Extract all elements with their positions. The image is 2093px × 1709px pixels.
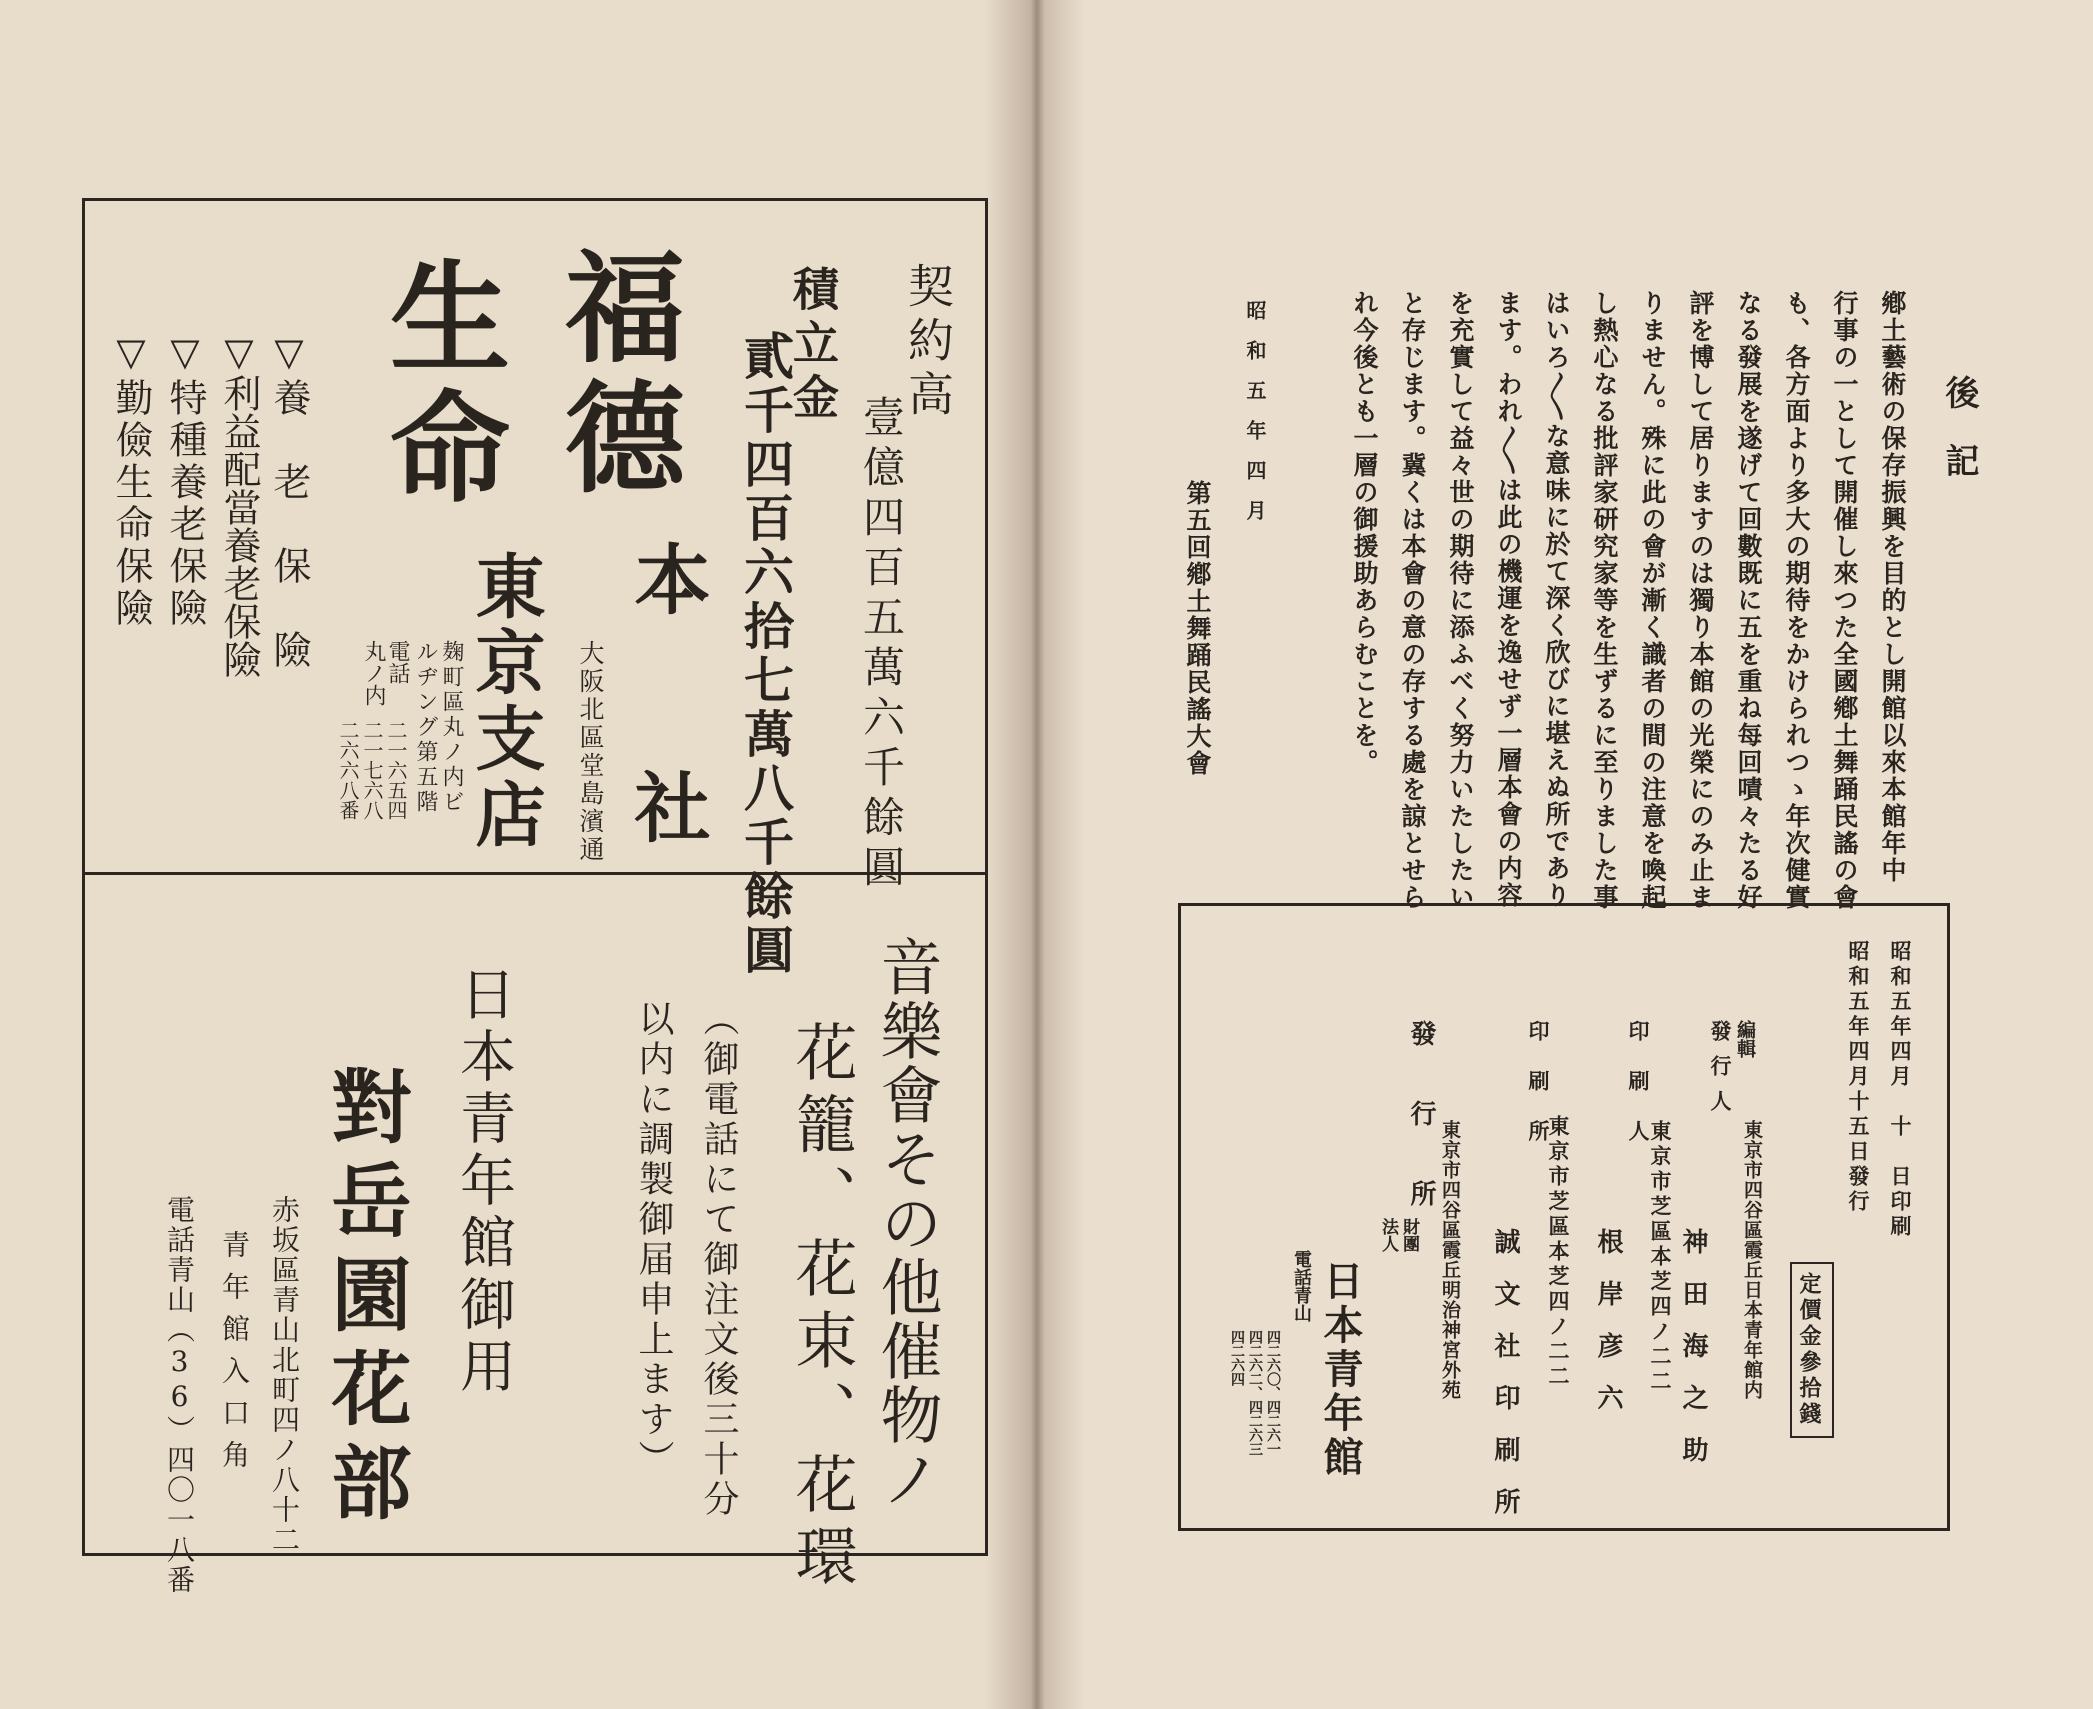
- print-shop-name: 誠 文 社 印 刷 所: [1490, 1228, 1520, 1514]
- printer-label: 印 刷 人: [1626, 1020, 1651, 1145]
- flower-shop-address-2: 青年館入口角: [218, 1230, 251, 1482]
- flower-shop-name: 對岳園花部: [318, 1065, 412, 1535]
- price-label: 定價金參拾錢: [1796, 1272, 1822, 1428]
- right-page: [1030, 0, 2093, 1709]
- afterword-title: 後 記: [1939, 375, 1979, 477]
- afterword-line: 鄕土藝術の保存振興を目的とし開館以來本館年中: [1878, 290, 1907, 884]
- company-name-fukutoku: 福德: [545, 245, 686, 505]
- product-item: ▽特種養老保險: [163, 330, 207, 630]
- publisher-phone-2: 四二六二、四二六三: [1247, 1330, 1263, 1456]
- publisher-phone-3: 四二六四: [1229, 1330, 1245, 1386]
- publisher-corp-2: 法人: [1378, 1218, 1398, 1252]
- flower-note-2: 以内に調製御届申上ます）: [633, 1000, 674, 1480]
- book-gutter: [985, 0, 1085, 1709]
- afterword-line: と存じます。冀くは本會の意の存する處を諒とせら: [1398, 290, 1427, 911]
- afterword-line: はいろ〳〵な意味に於て深く欣びに堪えぬ所であり: [1542, 290, 1571, 909]
- publisher-phone-1: 四二六〇、四二六一: [1265, 1330, 1281, 1456]
- afterword-line: れ今後とも一層の御援助あらむことを。: [1350, 290, 1379, 776]
- ad-divider: [82, 872, 988, 875]
- afterword-line: りません。殊に此の會が漸く識者の間の注意を喚起: [1638, 290, 1667, 911]
- flower-note-1: （御電話にて御注文後三十分: [698, 1000, 739, 1520]
- phone-numbers-1: 二一六五四: [384, 720, 408, 820]
- editor-label-2: 發行人: [1708, 1020, 1733, 1125]
- editor-address: 東京市四谷區霞丘日本青年館内: [1741, 1120, 1763, 1400]
- editor-label-1: 編輯: [1734, 1020, 1756, 1058]
- company-name-seimei: 生命: [370, 255, 511, 515]
- afterword-signature: 第五回鄕土舞踊民謠大會: [1183, 480, 1212, 777]
- contract-label: 契約高: [901, 262, 955, 424]
- printer-name: 根 岸 彦 六: [1593, 1228, 1623, 1410]
- reserve-amount: 貳千四百六拾七萬八千餘圓: [736, 330, 795, 978]
- publisher-phone-label: 電話青山: [1291, 1250, 1312, 1322]
- phone-numbers-3: 二六六八番: [336, 720, 360, 820]
- afterword-line: 評を博して居りますのは獨り本館の光榮にのみ止ま: [1686, 290, 1715, 911]
- print-shop-address: 東京市芝區本芝四ノ二二: [1546, 1115, 1571, 1390]
- publisher-corp-1: 財團: [1399, 1218, 1419, 1252]
- left-page: [0, 0, 1045, 1709]
- branch-address-1: 麹町區丸ノ内ビ: [439, 640, 464, 815]
- head-office-address: 大阪北區堂島濱通: [576, 640, 605, 864]
- phone-label-1: 電話: [385, 640, 410, 684]
- publisher-address: 東京市四谷區霞丘明治神宮外苑: [1439, 1120, 1461, 1400]
- printed-date: 昭和五年四月 十 日印刷: [1888, 940, 1913, 1240]
- editor-name: 神 田 海 之 助: [1678, 1228, 1708, 1462]
- afterword-line: 行事の一として開催し來つた全國鄕土舞踊民謠の會: [1830, 290, 1859, 911]
- head-office-label: 本 社: [622, 540, 711, 844]
- product-item: ▽勤儉生命保險: [109, 330, 153, 630]
- flower-shop-address-1: 赤坂區青山北町四ノ八十二: [268, 1195, 301, 1555]
- publisher-label: 發 行 所: [1406, 1020, 1436, 1220]
- publisher-name: 日本青年館: [1317, 1260, 1364, 1480]
- flower-shop-phone: 電話青山（36）四〇一八番: [163, 1195, 196, 1595]
- branch-address-2: ルヂング第五階: [413, 640, 438, 815]
- phone-label-2: 丸ノ内: [361, 640, 386, 706]
- print-shop-label: 印 刷 所: [1526, 1020, 1551, 1145]
- branch-name: 東京支店: [464, 550, 547, 854]
- afterword-line: し熱心なる批評家研究家等を生ずるに至りました事: [1590, 290, 1619, 911]
- flower-headline-1: 音樂會その他催物ノ: [870, 935, 943, 1511]
- afterword-line: ます。われ〳〵は此の機運を逸せず一層本會の内容: [1494, 290, 1523, 909]
- afterword-date: 昭 和 五 年 四 月: [1243, 300, 1267, 520]
- issued-date: 昭和五年四月十五日發行: [1846, 940, 1871, 1215]
- reserve-label: 積立金: [786, 265, 840, 427]
- phone-numbers-2: 二一七六八: [360, 720, 384, 820]
- afterword-line: も、各方面より多大の期待をかけられつゝ年次健實: [1782, 290, 1811, 911]
- printer-address: 東京市芝區本芝四ノ二二: [1648, 1120, 1673, 1395]
- flower-headline-2: 花籠、花束、花環: [785, 1020, 858, 1596]
- afterword-line: を充實して益々世の期待に添ふべく努力いたしたい: [1446, 290, 1475, 911]
- contract-amount: 壹億四百五萬六千餘圓: [857, 395, 906, 895]
- purveyor-label: 日本青年館御用: [451, 965, 516, 1399]
- product-item: ▽利益配當養老保險: [217, 330, 261, 678]
- product-item: ▽養 老 保 險: [267, 330, 311, 672]
- afterword-line: なる發展を遂げて回數既に五を重ね每回嘖々たる好: [1734, 290, 1763, 911]
